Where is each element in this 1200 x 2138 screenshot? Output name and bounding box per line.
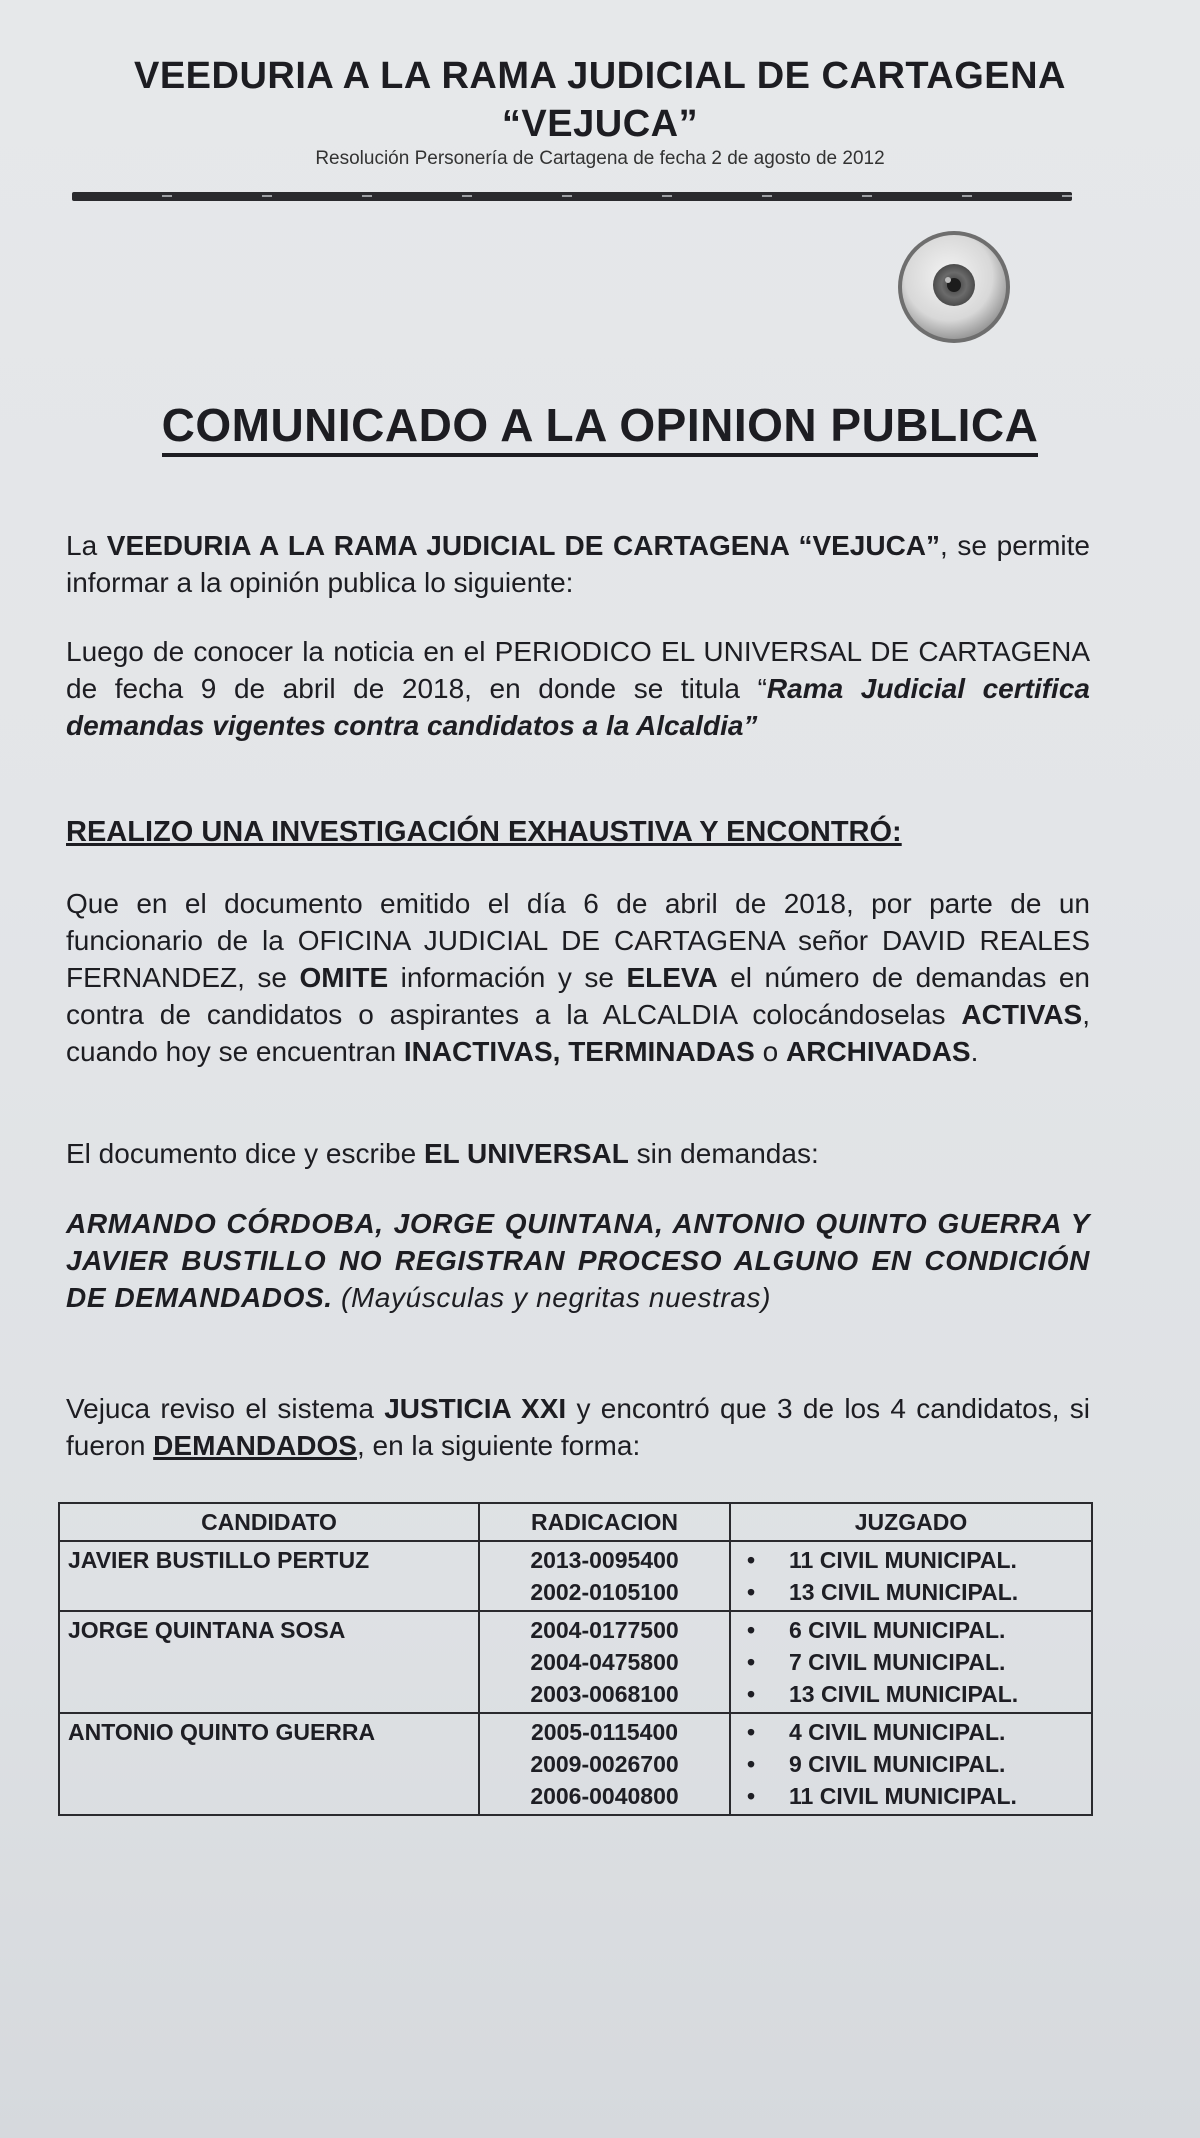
p2-a: Luego de conocer la noticia en el PERIODICO EL UNIVERSAL DE CARTAGENA de fecha 9 de abril de 2018, en donde se titula “	[66, 636, 1090, 704]
p3-b: OMITE	[299, 962, 389, 993]
candidato-cell: JAVIER BUSTILLO PERTUZ	[59, 1541, 479, 1611]
juzgado-value: • 9 CIVIL MUNICIPAL.	[739, 1748, 1083, 1780]
p3-d: ELEVA	[626, 962, 718, 993]
radicacion-cell	[479, 1611, 730, 1713]
p3-e: el número de demandas en contra de candidatos o aspirantes a la ALCALDIA colocándoselas	[66, 962, 1090, 1030]
eye-icon	[895, 228, 1013, 346]
p4-a: El documento dice y escribe	[66, 1138, 424, 1169]
p2-b: Rama Judicial certifica demandas vigentes contra candidatos a la Alcaldia”	[66, 673, 1090, 741]
paragraph-review	[66, 1390, 1090, 1464]
header-radicacion: RADICACION	[479, 1503, 730, 1541]
juzgado-value: • 6 CIVIL MUNICIPAL.	[739, 1614, 1083, 1646]
header-title-line1: VEEDURIA A LA RAMA JUDICIAL DE CARTAGENA	[133, 55, 1067, 97]
p6-c: y encontró que 3 de los 4 candidatos, si fueron	[66, 1393, 1091, 1461]
header-title-line2: “VEJUCA”	[501, 103, 699, 145]
p4-b: EL UNIVERSAL	[423, 1138, 629, 1169]
radicacion-value: 2005-0115400	[530, 1719, 679, 1745]
p4-c: sin demandas:	[628, 1138, 819, 1169]
header-divider	[72, 192, 1072, 201]
radicacion-cell	[479, 1713, 730, 1815]
p3-k: .	[970, 1036, 979, 1067]
p6-e: , en la siguiente forma:	[356, 1430, 641, 1461]
p3-h: INACTIVAS, TERMINADAS	[403, 1036, 755, 1067]
juzgado-value: • 7 CIVIL MUNICIPAL.	[739, 1646, 1083, 1678]
juzgado-value: • 13 CIVIL MUNICIPAL.	[739, 1678, 1083, 1710]
p6-a: Vejuca reviso el sistema	[66, 1393, 385, 1424]
radicacion-value: 2009-0026700	[530, 1751, 679, 1777]
paragraph-news	[66, 633, 1090, 744]
p5-b: (Mayúsculas y negritas nuestras)	[332, 1282, 772, 1313]
juzgado-value: • 11 CIVIL MUNICIPAL.	[739, 1544, 1083, 1576]
header-title	[0, 52, 1200, 148]
p3-i: o	[754, 1036, 786, 1067]
paragraph-intro	[66, 527, 1090, 601]
table-header-row	[59, 1503, 1092, 1541]
main-title-text: COMUNICADO A LA OPINION PUBLICA	[162, 399, 1039, 457]
p6-d: DEMANDADOS	[153, 1430, 357, 1461]
candidato-cell: JORGE QUINTANA SOSA	[59, 1611, 479, 1713]
paragraph-document-says	[66, 1135, 1090, 1172]
juzgado-cell	[730, 1611, 1092, 1713]
p6-b: JUSTICIA XXI	[384, 1393, 567, 1424]
table-row	[59, 1611, 1092, 1713]
main-title	[0, 398, 1200, 452]
radicacion-value: 2006-0040800	[530, 1783, 679, 1809]
radicacion-value: 2003-0068100	[530, 1681, 679, 1707]
radicacion-value: 2004-0475800	[530, 1649, 679, 1675]
candidato-cell: ANTONIO QUINTO GUERRA	[59, 1713, 479, 1815]
p3-c: información y se	[388, 962, 627, 993]
paragraph-finding	[66, 885, 1090, 1070]
juzgado-cell	[730, 1713, 1092, 1815]
cases-table	[58, 1502, 1093, 1816]
header-juzgado: JUZGADO	[730, 1503, 1092, 1541]
juzgado-value: • 13 CIVIL MUNICIPAL.	[739, 1576, 1083, 1608]
p1-b: VEEDURIA A LA RAMA JUDICIAL DE CARTAGENA “VEJUCA”	[106, 530, 941, 561]
header-subtitle: Resolución Personería de Cartagena de fecha 2 de agosto de 2012	[315, 148, 885, 169]
radicacion-cell	[479, 1541, 730, 1611]
table-row	[59, 1713, 1092, 1815]
radicacion-value: 2002-0105100	[530, 1579, 679, 1605]
p3-a: Que en el documento emitido el día 6 de abril de 2018, por parte de un funcionario de la OFICINA JUDICIAL DE CARTAGENA señor DAVID REALES FERNANDEZ, se	[66, 888, 1090, 993]
paragraph-quote	[66, 1205, 1090, 1316]
section-heading: REALIZO UNA INVESTIGACIÓN EXHAUSTIVA Y ENCONTRÓ:	[66, 816, 902, 848]
p3-j: ARCHIVADAS	[786, 1036, 971, 1067]
table-row	[59, 1541, 1092, 1611]
p1-c: , se permite informar a la opinión publica lo siguiente:	[66, 530, 1090, 598]
radicacion-value: 2013-0095400	[530, 1547, 679, 1573]
juzgado-value: • 11 CIVIL MUNICIPAL.	[739, 1780, 1083, 1812]
p3-f: ACTIVAS	[961, 999, 1083, 1030]
p1-a: La	[66, 530, 107, 561]
juzgado-value: • 4 CIVIL MUNICIPAL.	[739, 1716, 1083, 1748]
header-candidato: CANDIDATO	[59, 1503, 479, 1541]
p3-g: , cuando hoy se encuentran	[66, 999, 1090, 1067]
juzgado-cell	[730, 1541, 1092, 1611]
radicacion-value: 2004-0177500	[530, 1617, 679, 1643]
p5-a: ARMANDO CÓRDOBA, JORGE QUINTANA, ANTONIO QUINTO GUERRA Y JAVIER BUSTILLO NO REGISTRAN PROCESO ALGUNO EN CONDICIÓN DE DEMANDADOS.	[66, 1208, 1090, 1313]
